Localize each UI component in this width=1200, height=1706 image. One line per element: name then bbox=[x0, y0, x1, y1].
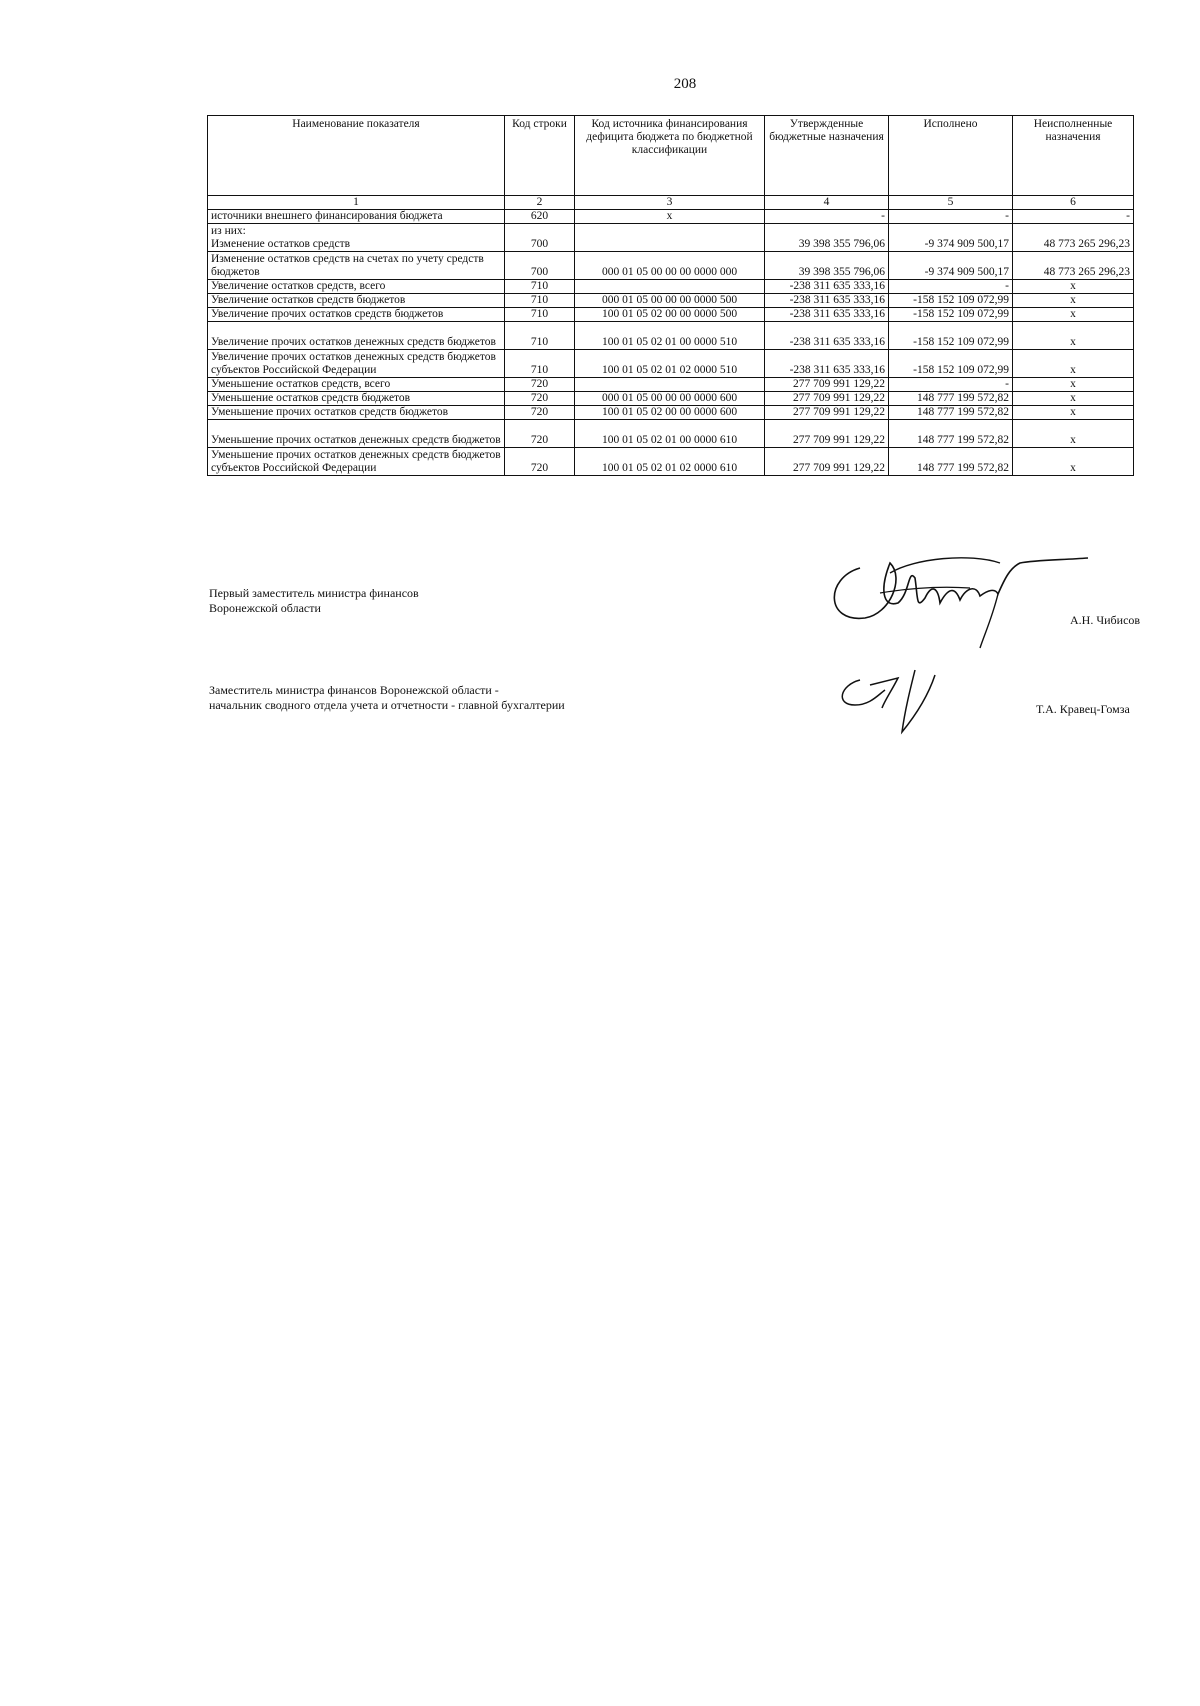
row-executed-amount: -9 374 909 500,17 bbox=[889, 252, 1013, 280]
row-source-code: 000 01 05 00 00 00 0000 500 bbox=[575, 294, 765, 308]
row-source-code: x bbox=[575, 210, 765, 224]
column-number: 2 bbox=[505, 196, 575, 210]
row-indicator-name: Увеличение остатков средств бюджетов bbox=[208, 294, 505, 308]
row-source-code: 000 01 05 00 00 00 0000 000 bbox=[575, 252, 765, 280]
second-handwritten-signature bbox=[830, 660, 960, 735]
row-approved-amount: 277 709 991 129,22 bbox=[765, 378, 889, 392]
row-indicator-name: Изменение остатков средств на счетах по учету средств бюджетов bbox=[208, 252, 505, 280]
row-executed-amount: 148 777 199 572,82 bbox=[889, 448, 1013, 476]
column-number: 1 bbox=[208, 196, 505, 210]
row-approved-amount: -238 311 635 333,16 bbox=[765, 294, 889, 308]
row-executed-amount: 148 777 199 572,82 bbox=[889, 392, 1013, 406]
row-line-code: 720 bbox=[505, 420, 575, 448]
first-handwritten-signature bbox=[820, 548, 1100, 658]
table-row bbox=[208, 420, 1134, 448]
row-unexecuted-amount: 48 773 265 296,23 bbox=[1013, 224, 1134, 252]
row-indicator-name: источники внешнего финансирования бюджета bbox=[208, 210, 505, 224]
row-indicator-name: Уменьшение прочих остатков денежных средств бюджетов bbox=[208, 420, 505, 448]
table-row bbox=[208, 252, 1134, 280]
row-source-code: 100 01 05 02 00 00 0000 500 bbox=[575, 308, 765, 322]
row-source-code: 100 01 05 02 01 02 0000 610 bbox=[575, 448, 765, 476]
row-source-code: 100 01 05 02 00 00 0000 600 bbox=[575, 406, 765, 420]
row-approved-amount: 39 398 355 796,06 bbox=[765, 224, 889, 252]
table-row bbox=[208, 448, 1134, 476]
first-signer-position bbox=[209, 586, 419, 616]
table-row bbox=[208, 224, 1134, 252]
second-signer-position-line2: начальник сводного отдела учета и отчетности - главной бухгалтерии bbox=[209, 698, 565, 712]
row-approved-amount: - bbox=[765, 210, 889, 224]
row-indicator-name: Уменьшение остатков средств, всего bbox=[208, 378, 505, 392]
row-line-code: 710 bbox=[505, 294, 575, 308]
row-executed-amount: - bbox=[889, 210, 1013, 224]
row-line-code: 620 bbox=[505, 210, 575, 224]
header-approved: Утвержденные бюджетные назначения bbox=[765, 116, 889, 196]
row-unexecuted-amount: 48 773 265 296,23 bbox=[1013, 252, 1134, 280]
table-row bbox=[208, 378, 1134, 392]
row-unexecuted-amount: x bbox=[1013, 420, 1134, 448]
row-approved-amount: 39 398 355 796,06 bbox=[765, 252, 889, 280]
row-approved-amount: 277 709 991 129,22 bbox=[765, 406, 889, 420]
row-line-code: 710 bbox=[505, 350, 575, 378]
row-indicator-name: Увеличение прочих остатков денежных средств бюджетов субъектов Российской Федерации bbox=[208, 350, 505, 378]
row-executed-amount: -158 152 109 072,99 bbox=[889, 350, 1013, 378]
row-source-code bbox=[575, 280, 765, 294]
row-line-code: 710 bbox=[505, 280, 575, 294]
header-indicator-name: Наименование показателя bbox=[208, 116, 505, 196]
row-unexecuted-amount: x bbox=[1013, 294, 1134, 308]
row-unexecuted-amount: x bbox=[1013, 392, 1134, 406]
row-executed-amount: - bbox=[889, 280, 1013, 294]
row-source-code: 100 01 05 02 01 00 0000 610 bbox=[575, 420, 765, 448]
row-executed-amount: 148 777 199 572,82 bbox=[889, 420, 1013, 448]
row-indicator-name: Увеличение остатков средств, всего bbox=[208, 280, 505, 294]
row-line-code: 700 bbox=[505, 224, 575, 252]
table-body bbox=[208, 210, 1134, 476]
row-indicator-name: Увеличение прочих остатков средств бюджетов bbox=[208, 308, 505, 322]
row-approved-amount: 277 709 991 129,22 bbox=[765, 420, 889, 448]
row-approved-amount: 277 709 991 129,22 bbox=[765, 392, 889, 406]
row-source-code: 000 01 05 00 00 00 0000 600 bbox=[575, 392, 765, 406]
second-signer-position bbox=[209, 683, 565, 713]
table-row bbox=[208, 350, 1134, 378]
row-executed-amount: -158 152 109 072,99 bbox=[889, 294, 1013, 308]
row-line-code: 700 bbox=[505, 252, 575, 280]
table-row bbox=[208, 210, 1134, 224]
row-source-code bbox=[575, 224, 765, 252]
row-unexecuted-amount: x bbox=[1013, 322, 1134, 350]
page-number: 208 bbox=[673, 76, 697, 92]
column-number: 6 bbox=[1013, 196, 1134, 210]
row-executed-amount: -158 152 109 072,99 bbox=[889, 322, 1013, 350]
table-row bbox=[208, 406, 1134, 420]
row-line-code: 720 bbox=[505, 406, 575, 420]
row-approved-amount: -238 311 635 333,16 bbox=[765, 280, 889, 294]
row-unexecuted-amount: x bbox=[1013, 378, 1134, 392]
second-signer-name: Т.А. Кравец-Гомза bbox=[1036, 702, 1130, 716]
header-line-code: Код строки bbox=[505, 116, 575, 196]
row-approved-amount: -238 311 635 333,16 bbox=[765, 322, 889, 350]
row-line-code: 720 bbox=[505, 448, 575, 476]
row-executed-amount: - bbox=[889, 378, 1013, 392]
row-indicator-name: Уменьшение прочих остатков средств бюджетов bbox=[208, 406, 505, 420]
header-unexecuted: Неисполненные назначения bbox=[1013, 116, 1134, 196]
row-source-code bbox=[575, 378, 765, 392]
budget-sources-table bbox=[207, 115, 1134, 476]
row-line-code: 720 bbox=[505, 392, 575, 406]
table-row bbox=[208, 322, 1134, 350]
column-number: 4 bbox=[765, 196, 889, 210]
row-line-code: 720 bbox=[505, 378, 575, 392]
row-unexecuted-amount: x bbox=[1013, 448, 1134, 476]
table-row bbox=[208, 308, 1134, 322]
row-indicator-name: Уменьшение прочих остатков денежных средств бюджетов субъектов Российской Федерации bbox=[208, 448, 505, 476]
table-row bbox=[208, 294, 1134, 308]
row-indicator-name: Уменьшение остатков средств бюджетов bbox=[208, 392, 505, 406]
row-approved-amount: -238 311 635 333,16 bbox=[765, 350, 889, 378]
row-source-code: 100 01 05 02 01 00 0000 510 bbox=[575, 322, 765, 350]
row-executed-amount: -158 152 109 072,99 bbox=[889, 308, 1013, 322]
first-signer-name: А.Н. Чибисов bbox=[1070, 613, 1141, 627]
row-line-code: 710 bbox=[505, 308, 575, 322]
row-executed-amount: -9 374 909 500,17 bbox=[889, 224, 1013, 252]
row-approved-amount: 277 709 991 129,22 bbox=[765, 448, 889, 476]
row-unexecuted-amount: - bbox=[1013, 210, 1134, 224]
table-row bbox=[208, 280, 1134, 294]
column-number: 5 bbox=[889, 196, 1013, 210]
column-number-row bbox=[208, 196, 1134, 210]
row-line-code: 710 bbox=[505, 322, 575, 350]
first-signer-position-line1: Первый заместитель министра финансов bbox=[209, 586, 419, 600]
header-executed: Исполнено bbox=[889, 116, 1013, 196]
row-executed-amount: 148 777 199 572,82 bbox=[889, 406, 1013, 420]
row-unexecuted-amount: x bbox=[1013, 308, 1134, 322]
first-signer-position-line2: Воронежской области bbox=[209, 601, 321, 615]
row-source-code: 100 01 05 02 01 02 0000 510 bbox=[575, 350, 765, 378]
table-header-row bbox=[208, 116, 1134, 196]
row-approved-amount: -238 311 635 333,16 bbox=[765, 308, 889, 322]
column-number: 3 bbox=[575, 196, 765, 210]
header-source-code: Код источника финансирования дефицита бюджета по бюджетной классификации bbox=[575, 116, 765, 196]
row-indicator-name: из них: Изменение остатков средств bbox=[208, 224, 505, 252]
row-unexecuted-amount: x bbox=[1013, 406, 1134, 420]
row-unexecuted-amount: x bbox=[1013, 350, 1134, 378]
row-indicator-name: Увеличение прочих остатков денежных средств бюджетов bbox=[208, 322, 505, 350]
row-unexecuted-amount: x bbox=[1013, 280, 1134, 294]
second-signer-position-line1: Заместитель министра финансов Воронежской области - bbox=[209, 683, 499, 697]
table-row bbox=[208, 392, 1134, 406]
